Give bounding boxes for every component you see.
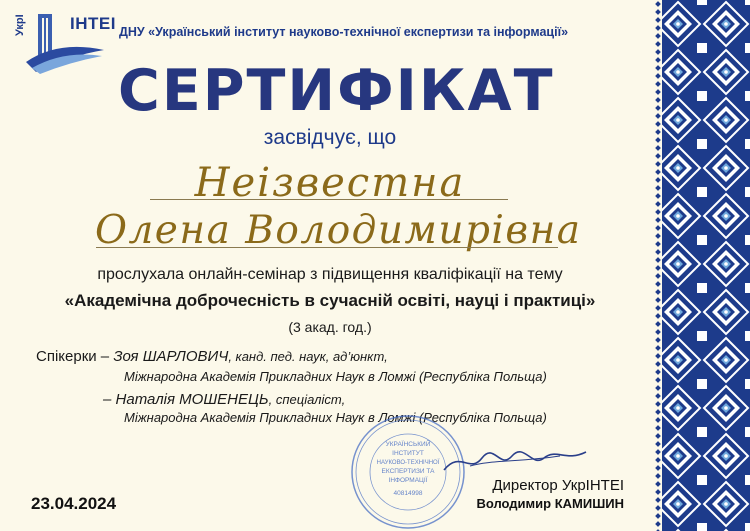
director-name: Володимир КАМИШИН — [476, 496, 624, 511]
name-underline-2 — [96, 247, 558, 248]
speaker-1-name: Зоя ШАРЛОВИЧ — [113, 348, 229, 365]
speaker-2-line — [103, 391, 345, 408]
course-topic: «Академічна доброчесність в сучасній освіті, науці і практиці» — [64, 291, 596, 310]
stamp-line: ЕКСПЕРТИЗИ ТА — [381, 468, 435, 475]
speaker-2-name: Наталія МОШЕНЕЦЬ — [115, 391, 269, 408]
certifies-text: засвідчує, що — [263, 126, 397, 149]
speaker-2-affiliation: Міжнародна Академія Прикладних Наук в Ломжі (Республіка Польща) — [124, 410, 547, 425]
speaker-1-title: , канд. пед. наук, ад’юнкт, — [228, 349, 388, 364]
director-signature — [440, 440, 590, 480]
logo-side-text: УкрІ — [14, 14, 26, 36]
speaker-1-line — [36, 348, 388, 365]
recipient-given-names: Олена Володимирівна — [95, 208, 582, 253]
stamp-line: 40814998 — [393, 490, 423, 497]
speaker-1-affiliation: Міжнародна Академія Прикладних Наук в Ломжі (Республіка Польща) — [124, 369, 547, 384]
issue-date: 23.04.2024 — [31, 494, 117, 513]
speaker-2-dash: – — [103, 391, 116, 408]
stamp-line: ІНФОРМАЦІЇ — [388, 477, 428, 484]
stamp-line: ІНСТИТУТ — [392, 450, 424, 457]
certificate-title: СЕРТИФІКАТ — [118, 58, 555, 124]
course-intro: прослухала онлайн-семінар з підвищення кваліфікації на тему — [97, 266, 563, 283]
stamp-line: НАУКОВО-ТЕХНІЧНОЇ — [376, 460, 440, 466]
speaker-2-title: , спеціаліст, — [268, 392, 346, 407]
stamp-line: УКРАЇНСЬКИЙ — [385, 441, 431, 448]
embroidery-ornament-border — [654, 0, 750, 531]
speakers-label: Спікерки – — [36, 348, 114, 365]
course-hours: (3 акад. год.) — [288, 319, 372, 335]
recipient-surname: Неізвестна — [194, 160, 466, 206]
director-title: Директор УкрІНТЕІ — [492, 477, 624, 494]
organization-name: ДНУ «Український інститут науково-технічної експертизи та інформації» — [119, 25, 569, 39]
name-underline-1 — [150, 199, 508, 200]
logo-wordmark: ІНТЕІ — [70, 14, 116, 33]
